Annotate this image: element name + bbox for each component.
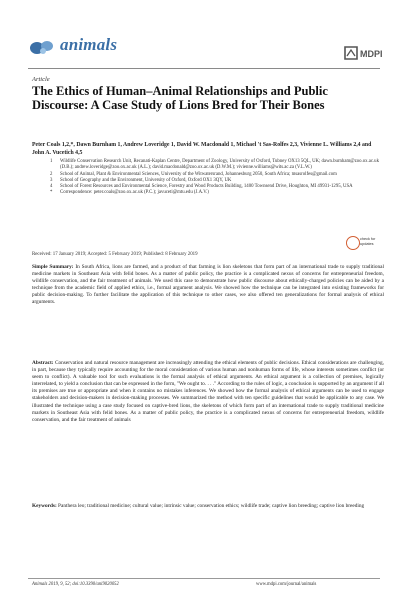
check-updates-label: check for updates [360,237,376,246]
check-for-updates-badge[interactable] [346,236,376,254]
paper-title: The Ethics of Human–Animal Relationships and Public Discourse: A Case Study of Lions Bred for Their Bones [32,84,328,112]
keywords-text: Panthera leo; traditional medicine; cultural value; intrinsic value; conservation ethics; wildlife trade; captive lion breeding; captive lion breeding [58,503,365,509]
affiliation-item: * Correspondence: peter.coals@zoo.ox.ac.uk (P.C.); javuceti@mtu.edu (J.A.V.) [50,190,209,196]
citation-footer: Animals 2019, 9, 52; doi:10.3390/ani9020052 [32,582,119,587]
footer-divider [28,578,380,579]
publisher-name: MDPI [360,49,383,59]
header-divider [28,68,380,69]
affiliation-item: 2 School of Animal, Plant & Environmental Sciences, University of the Witwatersrand, Johannesburg 2050, South Africa; msasrolfes@gmail.com [50,171,337,177]
mdpi-logo-icon [343,45,383,61]
affiliation-item: 3 School of Geography and the Environment, University of Oxford, Oxford OX1 3QY, UK [50,177,232,183]
affiliation-item: 1 Wildlife Conservation Research Unit, Recanati-Kaplan Centre, Department of Zoology, University of Oxford, Tubney OX13 5QL, UK; dawn.burnham@zoo.ox.ac.uk (D.B.); andrew.loveridge@zoo.ox.ac.uk (A.L.); david.macdonald@zoo.ox.ac.uk (D.W.M.); vivienne.williams@wits.ac.za (V.L.W.) [50,159,379,171]
journal-url-link[interactable]: www.mdpi.com/journal/animals [256,582,317,587]
keywords-heading: Keywords: [32,503,57,509]
affiliation-item: 4 School of Forest Resources and Environmental Science, Forestry and Wood Products Building, 1400 Townsend Drive, Houghton, MI 49931-1295, USA [50,184,353,190]
journal-logo-icon [28,38,56,56]
summary-heading: Simple Summary: [32,264,74,270]
journal-name: animals [60,35,118,54]
check-updates-icon [346,236,360,250]
simple-summary [32,264,384,307]
summary-text: In South Africa, lions are farmed, and a product of that farming is lion skeletons that form part of an international trade to supply traditional medicine markets in Southeast Asia with felid bones. As a matter of public policy, the practice is a complicated nexus of concerns for entrepreneurial freedom, wildlife conservation, and the fair treatment of animals. We used this case to demonstrate how public discourse about ethically-charged policies can be aided by a technique from the academic field of applied ethics, i.e., formal argument analysis. We showed how the technique can be integrated into existing frameworks for public decision-making. To further facilitate the application of this technique to other cases, we also offered ten generalizations for formal analysis of ethical arguments. [32,264,384,306]
abstract [32,360,384,424]
affiliation-list [50,159,384,197]
keywords [32,503,384,510]
abstract-text: Conservation and natural resource management are increasingly attending the ethical elements of public decisions. Ethical considerations are challenging, in part, because they typically require accounting for the moral consideration of various human and nonhuman forms of life, whose interests sometimes conflict (or seem to conflict). A valuable tool for such evaluations is the formal analysis of ethical arguments. An ethical argument is a collection of premises, logically interrelated, to yield a conclusion that can be expressed in the form, "We ought to. . . ." According to the rules of logic, a conclusion is supported by an argument if all its premises are true or appropriate and when it contains no mistakes inferences. We showed how the formal analysis of ethical arguments can be used to engage stakeholders and decision-makers in decision-making processes. We summarized the method with ten specific guidelines that would be applicable to any case. We illustrated the technique using a case study focused on captive-bred lions, the skeletons of which form part of an international trade to supply traditional medicine markets in Southeast Asia with felid bones. As a matter of public policy, the practice is a complicated nexus of concerns for entrepreneurial freedom, wildlife conservation, and the fair treatment of animals [32,360,384,423]
abstract-heading: Abstract: [32,360,54,366]
author-list: Peter Coals 1,2,*, Dawn Burnham 1, Andrew Loveridge 1, David W. Macdonald 1, Michael 't Sas-Rolfes 2,3, Vivienne L. Williams 2,4 and John A. Vucetich 4,5 [32,142,372,156]
article-type: Article [32,76,50,83]
publication-dates: Received: 17 January 2019; Accepted: 5 February 2019; Published: 8 February 2019 [32,252,198,257]
